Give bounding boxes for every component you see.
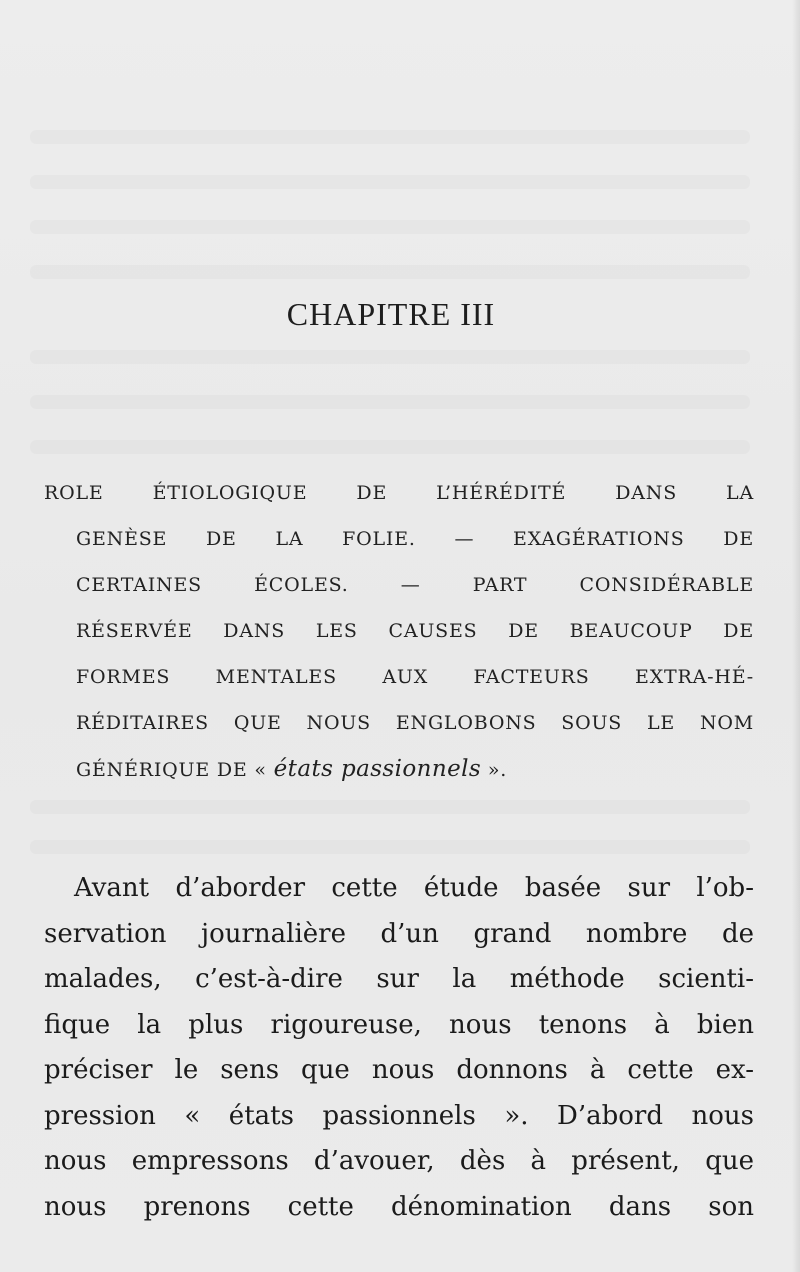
summary-line: FORMES MENTALES AUX FACTEURS EXTRA-HÉ- [76,666,754,688]
summary-last-suffix: ». [481,759,508,781]
body-line: nous empressons d’avouer, dès à présent, que [44,1146,754,1176]
summary-italic-term: états passionnels [273,756,482,782]
body-line: pression « états passionnels ». D’abord nous [44,1100,754,1131]
show-through-text [30,175,750,189]
body-line: servation journalière d’un grand nombre de [44,918,754,949]
show-through-text [30,130,750,144]
summary-line: ROLE ÉTIOLOGIQUE DE L’HÉRÉDITÉ DANS LA [44,482,754,504]
summary-last-line [44,746,754,793]
summary-last-prefix: GÉNÉRIQUE DE « [76,759,274,781]
body-paragraph [44,866,754,1230]
show-through-text [30,220,750,234]
summary-line: CERTAINES ÉCOLES. — PART CONSIDÉRABLE [76,574,754,596]
body-line: malades, c’est-à-dire sur la méthode scienti- [44,964,754,994]
summary-line: RÉSERVÉE DANS LES CAUSES DE BEAUCOUP DE [76,620,754,642]
page-edge-shadow [792,0,800,1272]
show-through-text [30,265,750,279]
body-line: Avant d’aborder cette étude basée sur l’ob- [74,873,754,903]
chapter-summary [44,470,754,793]
body-line: nous prenons cette dénomination dans son [44,1191,754,1222]
show-through-text [30,840,750,854]
show-through-text [30,350,750,364]
body-line: fique la plus rigoureuse, nous tenons à bien [44,1009,754,1040]
body-line: préciser le sens que nous donnons à cette ex- [44,1055,754,1085]
show-through-text [30,395,750,409]
chapter-title: CHAPITRE III [286,296,496,332]
summary-line: GENÈSE DE LA FOLIE. — EXAGÉRATIONS DE [76,528,754,550]
summary-line: RÉDITAIRES QUE NOUS ENGLOBONS SOUS LE NOM [76,712,754,734]
show-through-text [30,800,750,814]
show-through-text [30,440,750,454]
